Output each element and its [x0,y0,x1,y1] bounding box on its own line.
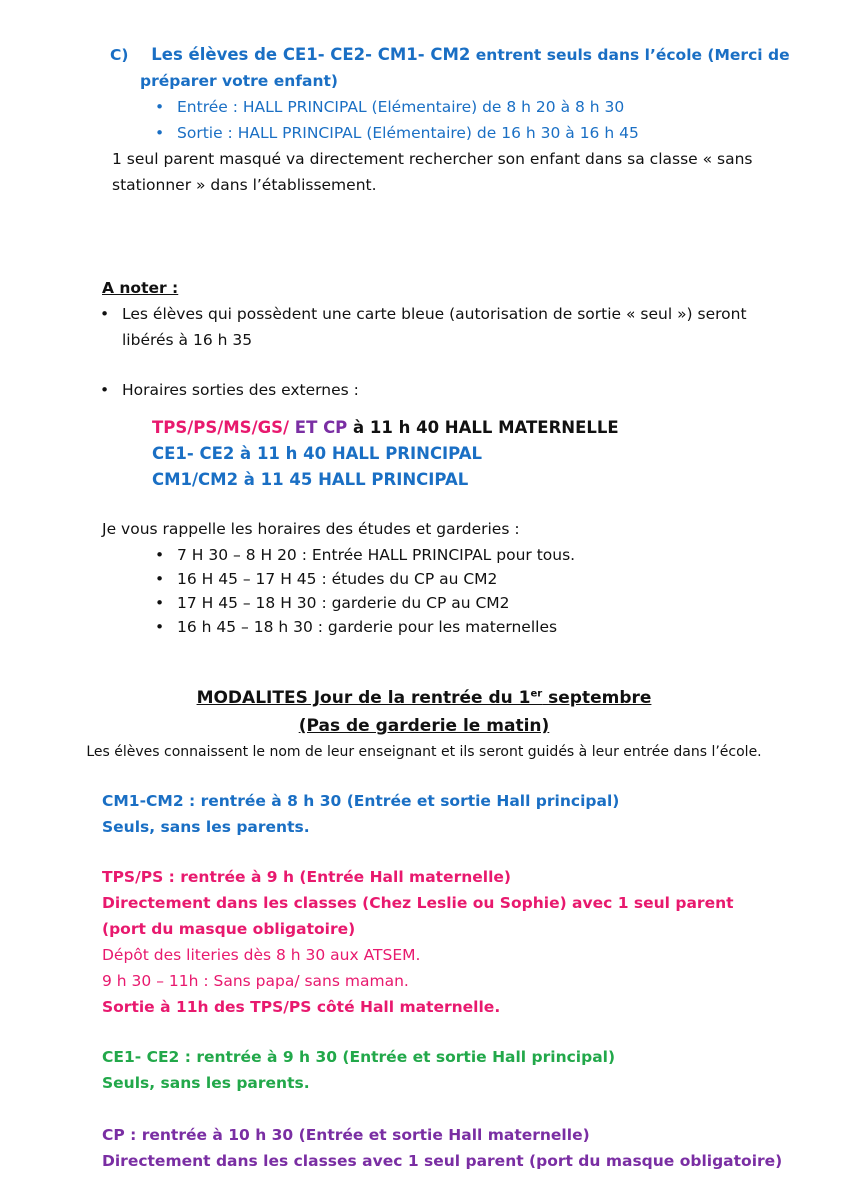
etudes-item-4: • 16 h 45 – 18 h 30 : garderie pour les maternelles [177,617,557,637]
etudes-intro: Je vous rappelle les horaires des études et garderies : [102,520,520,538]
etudes-item-3: • 17 H 45 – 18 H 30 : garderie du CP au CM2 [177,593,510,613]
section-c-title-strong: Les élèves de CE1- CE2- CM1- CM2 [151,45,471,64]
note-bullet-externes: • Horaires sorties des externes : [122,380,359,400]
ce-rentree-line2: Seuls, sans les parents. [102,1074,310,1092]
tps-rentree-line4: Dépôt des literies dès 8 h 30 aux ATSEM. [102,946,421,964]
section-c-title-line1 [110,45,790,65]
parent-text-line1: 1 seul parent masqué va directement rechercher son enfant dans sa classe « sans [112,150,753,168]
etudes-item-2: • 16 H 45 – 17 H 45 : études du CP au CM2 [177,569,497,589]
etudes-item-1: • 7 H 30 – 8 H 20 : Entrée HALL PRINCIPAL pour tous. [177,545,575,565]
ce-rentree-line1: CE1- CE2 : rentrée à 9 h 30 (Entrée et sortie Hall principal) [102,1048,616,1066]
cm-rentree-line1: CM1-CM2 : rentrée à 8 h 30 (Entrée et sortie Hall principal) [102,792,620,810]
tps-rentree-line6: Sortie à 11h des TPS/PS côté Hall maternelle. [102,998,501,1016]
modalites-title [0,688,848,708]
tps-rentree-line1: TPS/PS : rentrée à 9 h (Entrée Hall maternelle) [102,868,511,886]
section-c-marker: C) [110,46,129,64]
cp-rentree-line1: CP : rentrée à 10 h 30 (Entrée et sortie Hall maternelle) [102,1126,590,1144]
externes-cp: CP [323,418,348,437]
externes-tps-ps-ms-gs: TPS/PS/MS/GS/ [152,418,290,437]
note-bullet-carte-line2: libérés à 16 h 35 [122,331,253,349]
modalites-subtitle: (Pas de garderie le matin) [298,716,550,736]
externes-line-cm: CM1/CM2 à 11 45 HALL PRINCIPAL [152,470,469,489]
parent-text-line2: stationner » dans l’établissement. [112,176,377,194]
modalites-title-sup: er [530,688,543,700]
cp-rentree-line2: Directement dans les classes avec 1 seul parent (port du masque obligatoire) [102,1152,783,1170]
modalites-title-end: septembre [542,688,652,708]
tps-rentree-line2: Directement dans les classes (Chez Leslie ou Sophie) avec 1 seul parent [102,894,734,912]
section-c-bullet-sortie: • Sortie : HALL PRINCIPAL (Elémentaire) de 16 h 30 à 16 h 45 [177,123,639,143]
externes-et: ET [289,418,324,437]
externes-hall-maternelle: à 11 h 40 HALL MATERNELLE [347,418,619,437]
cm-rentree-line2: Seuls, sans les parents. [102,818,310,836]
section-c-title-rest: entrent seuls dans l’école (Merci de [470,46,790,64]
externes-line-ce: CE1- CE2 à 11 h 40 HALL PRINCIPAL [152,444,483,463]
note-heading: A noter : [102,279,179,297]
section-c-title-line2: préparer votre enfant) [140,72,338,90]
modalites-title-text: MODALITES Jour de la rentrée du 1 [196,688,531,708]
tps-rentree-line5: 9 h 30 – 11h : Sans papa/ sans maman. [102,972,409,990]
section-c-bullet-entree: • Entrée : HALL PRINCIPAL (Elémentaire) de 8 h 20 à 8 h 30 [177,97,624,117]
modalites-intro: Les élèves connaissent le nom de leur enseignant et ils seront guidés à leur entrée dans l’école. [86,744,762,760]
tps-rentree-line3: (port du masque obligatoire) [102,920,356,938]
externes-line-maternelle [152,418,619,438]
note-bullet-carte-line1: • Les élèves qui possèdent une carte bleue (autorisation de sortie « seul ») seront [122,304,747,324]
